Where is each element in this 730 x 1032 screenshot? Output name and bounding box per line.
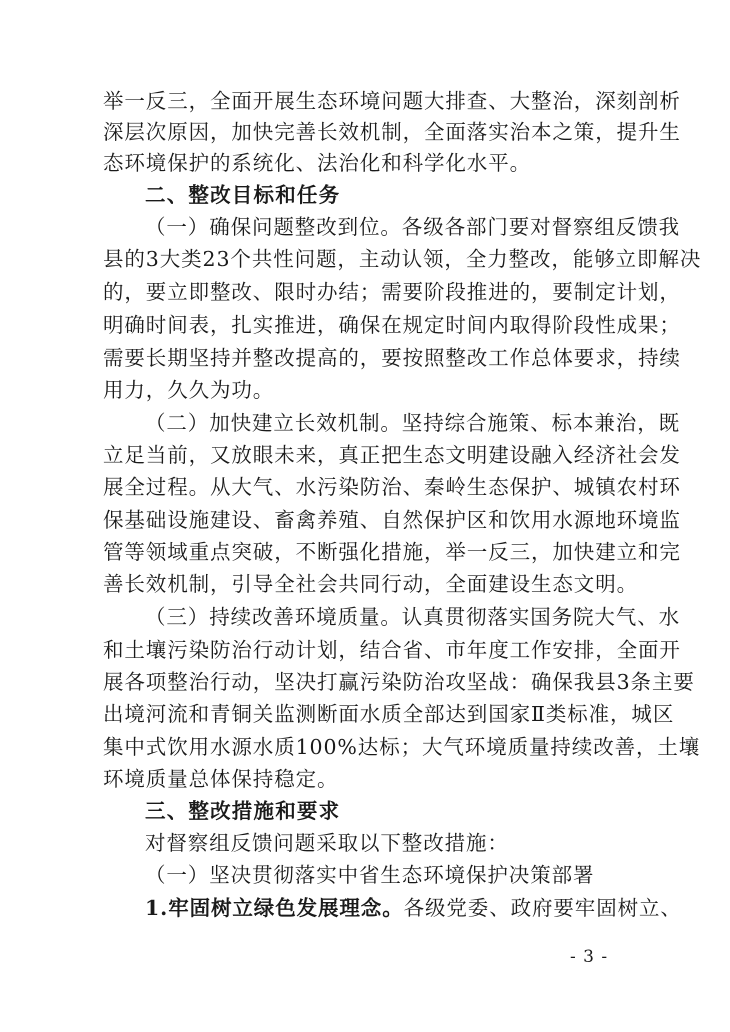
- body-text-line: 举一反三，全面开展生态环境问题大排查、大整治，深刻剖析: [103, 89, 681, 113]
- body-text-line: 立足当前，又放眼未来，真正把生态文明建设融入经济社会发: [103, 443, 681, 467]
- body-text-line-mixed: [145, 893, 682, 923]
- body-text-line: （二）加快建立长效机制。坚持综合施策、标本兼治，既: [145, 411, 680, 435]
- section-heading-3: 三、整改措施和要求: [145, 799, 341, 823]
- body-text-line: 集中式饮用水源水质100%达标；大气环境质量持续改善，土壤: [103, 735, 701, 759]
- body-text-line: 明确时间表，扎实推进，确保在规定时间内取得阶段性成果；: [103, 313, 681, 337]
- body-text-line: 环境质量总体保持稳定。: [103, 767, 339, 791]
- item-heading-bold: 1.牢固树立绿色发展理念。: [145, 896, 404, 920]
- body-text-line: 出境河流和青铜关监测断面水质全部达到国家Ⅱ类标准，城区: [103, 702, 675, 726]
- body-text-line: 县的3大类23个共性问题，主动认领，全力整改，能够立即解决: [103, 247, 702, 271]
- page-number: - 3 -: [570, 947, 609, 967]
- body-text-run: 各级党委、政府要牢固树立、: [403, 896, 682, 920]
- body-text-line: 展各项整治行动，坚决打赢污染防治攻坚战：确保我县3条主要: [103, 670, 695, 694]
- body-text-line: 善长效机制，引导全社会共同行动，全面建设生态文明。: [103, 572, 638, 596]
- body-text-line: 需要长期坚持并整改提高的，要按照整改工作总体要求，持续: [103, 346, 681, 370]
- body-text-line: 对督察组反馈问题采取以下整改措施：: [145, 831, 509, 855]
- body-text-line: 用力，久久为功。: [103, 378, 275, 402]
- body-text-line: 深层次原因，加快完善长效机制，全面落实治本之策，提升生: [103, 120, 681, 144]
- body-text-line: 和土壤污染防治行动计划，结合省、市年度工作安排，全面开: [103, 638, 681, 662]
- body-text-line: 的，要立即整改、限时办结；需要阶段推进的，要制定计划，: [103, 280, 681, 304]
- body-text-line: 态环境保护的系统化、法治化和科学化水平。: [103, 151, 531, 175]
- body-text-line: （一）确保问题整改到位。各级各部门要对督察组反馈我: [145, 215, 680, 239]
- body-text-line: 管等领域重点突破，不断强化措施，举一反三，加快建立和完: [103, 540, 681, 564]
- body-text-line: 展全过程。从大气、水污染防治、秦岭生态保护、城镇农村环: [103, 475, 681, 499]
- section-heading-2: 二、整改目标和任务: [145, 183, 341, 207]
- body-text-line: （三）持续改善环境质量。认真贯彻落实国务院大气、水: [145, 605, 680, 629]
- subsection-heading: （一）坚决贯彻落实中省生态环境保护决策部署: [145, 863, 595, 887]
- body-text-line: 保基础设施建设、畜禽养殖、自然保护区和饮用水源地环境监: [103, 508, 681, 532]
